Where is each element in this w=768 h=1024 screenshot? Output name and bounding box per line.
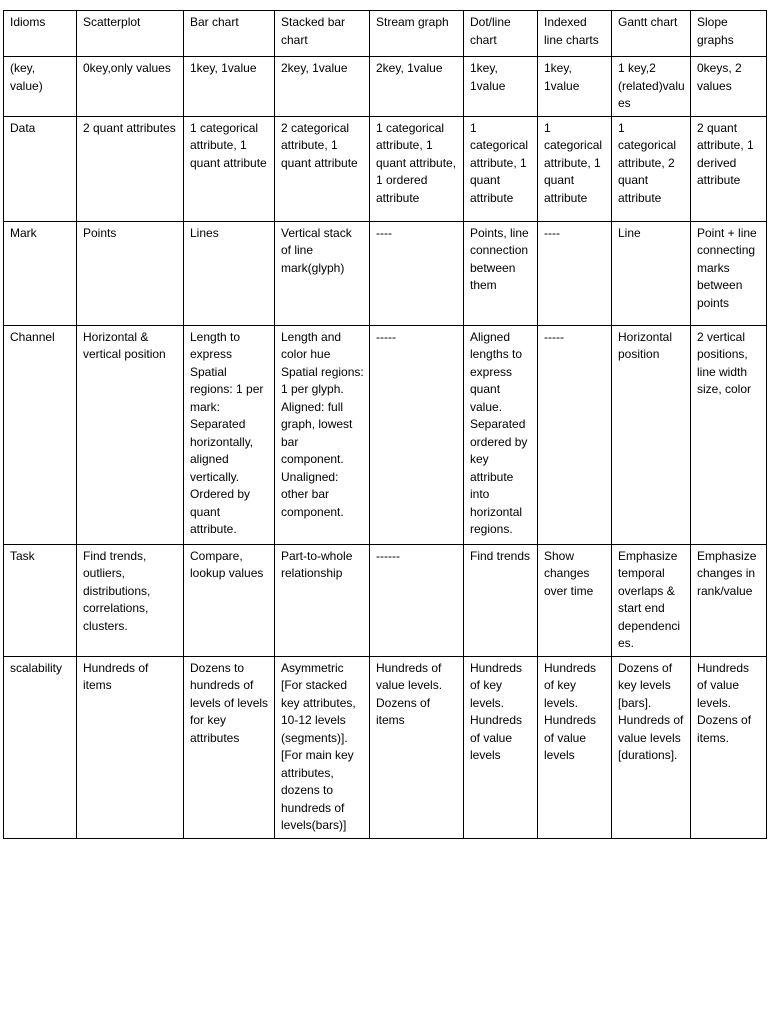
header-cell-bar-chart: Bar chart [184, 11, 275, 57]
row-label-channel: Channel [4, 325, 77, 544]
table-header-row [4, 11, 767, 57]
table-cell: 2 quant attributes [77, 116, 184, 221]
table-cell: 1 categorical attribute, 1 quant attribute [538, 116, 612, 221]
header-cell-idioms: Idioms [4, 11, 77, 57]
table-cell: Emphasize changes in rank/value [691, 544, 767, 656]
table-cell: Points [77, 221, 184, 325]
row-label-task: Task [4, 544, 77, 656]
table-cell: 1key, 1value [464, 57, 538, 117]
table-cell: 1 categorical attribute, 1 quant attribute [184, 116, 275, 221]
header-cell-indexed-line-charts: Indexed line charts [538, 11, 612, 57]
table-cell: 2 vertical positions, line width size, color [691, 325, 767, 544]
header-cell-slope-graphs: Slope graphs [691, 11, 767, 57]
table-row-channel [4, 325, 767, 544]
table-cell: 1 categorical attribute, 2 quant attribute [612, 116, 691, 221]
table-cell: Length to express Spatial regions: 1 per mark: Separated horizontally, aligned vertically. Ordered by quant attribute. [184, 325, 275, 544]
table-cell: 2 categorical attribute, 1 quant attribute [275, 116, 370, 221]
table-cell: Line [612, 221, 691, 325]
table-cell: Points, line connection between them [464, 221, 538, 325]
table-cell: Length and color hue Spatial regions: 1 per glyph. Aligned: full graph, lowest bar component. Unaligned: other bar component. [275, 325, 370, 544]
table-cell: Hundreds of key levels. Hundreds of value levels [464, 656, 538, 838]
table-cell: ---- [538, 221, 612, 325]
table-cell: ------ [370, 544, 464, 656]
table-row-task [4, 544, 767, 656]
table-cell: Show changes over time [538, 544, 612, 656]
header-cell-scatterplot: Scatterplot [77, 11, 184, 57]
table-cell: Hundreds of items [77, 656, 184, 838]
table-cell: ----- [370, 325, 464, 544]
row-label-key-value: (key, value) [4, 57, 77, 117]
table-cell: Compare, lookup values [184, 544, 275, 656]
table-cell: 0keys, 2 values [691, 57, 767, 117]
table-cell: Dozens of key levels [bars]. Hundreds of value levels [durations]. [612, 656, 691, 838]
row-label-scalability: scalability [4, 656, 77, 838]
table-row-data [4, 116, 767, 221]
table-cell: Horizontal & vertical position [77, 325, 184, 544]
idioms-comparison-table [3, 10, 767, 839]
row-label-data: Data [4, 116, 77, 221]
header-cell-stream-graph: Stream graph [370, 11, 464, 57]
table-cell: Hundreds of key levels. Hundreds of value levels [538, 656, 612, 838]
table-cell: 1key, 1value [538, 57, 612, 117]
table-cell: Dozens to hundreds of levels of levels for key attributes [184, 656, 275, 838]
table-row-key-value [4, 57, 767, 117]
table-cell: Point + line connecting marks between points [691, 221, 767, 325]
row-label-mark: Mark [4, 221, 77, 325]
table-cell: 2 quant attribute, 1 derived attribute [691, 116, 767, 221]
table-cell: 1 categorical attribute, 1 quant attribute [464, 116, 538, 221]
table-cell: Part-to-whole relationship [275, 544, 370, 656]
table-cell: 2key, 1value [275, 57, 370, 117]
table-cell: Hundreds of value levels. Dozens of items [370, 656, 464, 838]
table-cell: ----- [538, 325, 612, 544]
table-cell: Lines [184, 221, 275, 325]
table-cell: 0key,only values [77, 57, 184, 117]
table-cell: Find trends, outliers, distributions, correlations, clusters. [77, 544, 184, 656]
table-cell: Aligned lengths to express quant value. Separated ordered by key attribute into horizontal regions. [464, 325, 538, 544]
header-cell-gantt-chart: Gantt chart [612, 11, 691, 57]
table-cell: Hundreds of value levels. Dozens of items. [691, 656, 767, 838]
table-cell: Emphasize temporal overlaps & start end dependencies. [612, 544, 691, 656]
table-cell: 1key, 1value [184, 57, 275, 117]
table-cell: Horizontal position [612, 325, 691, 544]
table-cell: 2key, 1value [370, 57, 464, 117]
table-cell: Vertical stack of line mark(glyph) [275, 221, 370, 325]
header-cell-stacked-bar-chart: Stacked bar chart [275, 11, 370, 57]
table-cell: Find trends [464, 544, 538, 656]
table-row-scalability [4, 656, 767, 838]
table-cell: 1 key,2 (related)values [612, 57, 691, 117]
header-cell-dot-line-chart: Dot/line chart [464, 11, 538, 57]
table-cell: Asymmetric [For stacked key attributes, 10-12 levels (segments)]. [For main key attributes, dozens to hundreds of levels(bars)] [275, 656, 370, 838]
table-cell: 1 categorical attribute, 1 quant attribute, 1 ordered attribute [370, 116, 464, 221]
table-row-mark [4, 221, 767, 325]
table-cell: ---- [370, 221, 464, 325]
